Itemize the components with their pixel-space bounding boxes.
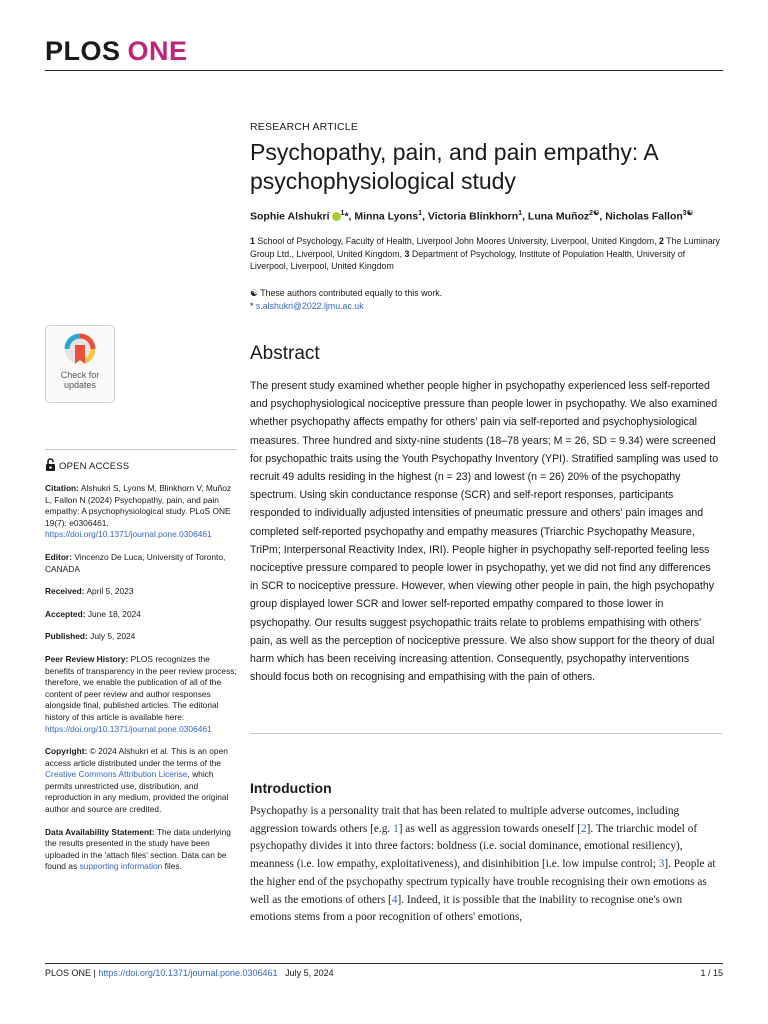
data-availability-text: The data underlying the results presented in the study have been uploaded in the 'attach files' section. Data can be found as (45, 826, 231, 872)
check-updates-line2: updates (63, 380, 97, 390)
copyright-text-end: , which permits unrestricted use, distribution, and reproduction in any medium, provided the original author and source are credited. (45, 769, 229, 815)
author-affiliation-sup: 3☯ (682, 210, 693, 217)
equal-contribution-text: These authors contributed equally to this work. (260, 288, 443, 298)
author-notes (250, 287, 720, 312)
sidebar-divider (45, 449, 237, 450)
crossmark-icon (64, 333, 96, 367)
footer-separator: | (93, 968, 96, 978)
introduction-text (250, 803, 723, 927)
author-affiliation-sup: 1 (340, 210, 345, 217)
open-lock-icon (45, 458, 56, 472)
intro-text-segment: ] as well as aggression towards oneself [ (398, 822, 581, 835)
affiliation-text: The Luminary Group Ltd., Liverpool, United Kingdom, (250, 236, 720, 259)
citation-text: Alshukri S, Lyons M, Blinkhorn V, Muñoz L, Fallon N (2024) Psychopathy, pain, and pain empathy: A psychophysiological study. PLoS ONE 19(7): e0306461. (45, 483, 232, 528)
citation-ref-link[interactable]: 1 (393, 822, 399, 835)
footer-citation (45, 968, 334, 978)
logo-plos-text: PLOS (45, 36, 121, 66)
copyright-text: © 2024 Alshukri et al. This is an open access article distributed under the terms of the (45, 746, 228, 768)
open-access-text: OPEN ACCESS (59, 461, 130, 472)
open-access-label (45, 458, 129, 472)
published-date: July 5, 2024 (90, 631, 136, 642)
introduction-heading: Introduction (250, 780, 332, 796)
corresponding-mark: * (344, 210, 349, 223)
accepted-label: Accepted: (45, 608, 86, 619)
author-name[interactable]: Sophie Alshukri (250, 210, 330, 223)
citation-doi-link[interactable]: https://doi.org/10.1371/journal.pone.0306461 (45, 529, 212, 540)
accepted-date: June 18, 2024 (87, 608, 141, 619)
check-for-updates-button[interactable] (45, 325, 115, 403)
footer-doi-link[interactable]: https://doi.org/10.1371/journal.pone.0306461 (98, 968, 278, 978)
abstract-heading: Abstract (250, 343, 320, 364)
journal-logo[interactable] (45, 36, 188, 67)
corresponding-author-note (250, 300, 720, 313)
citation-ref-link[interactable]: 2 (581, 822, 587, 835)
logo-one-text: ONE (127, 36, 188, 66)
author-affiliation-sup: 1 (418, 210, 423, 217)
citation-ref-link[interactable]: 3 (658, 858, 665, 871)
peer-review-text: PLOS recognizes the benefits of transparency in the peer review process; therefore, we enable the publication of all of the content of peer review and author responses alongside final, published articles. The editorial history of this article is available here: (45, 653, 237, 722)
copyright-block (45, 746, 237, 816)
intro-text-segment: ]. Indeed, it is possible that the inability to recognise one's own emotions stems from a poor recognition of others' emotions, (250, 893, 683, 924)
data-availability-text-end: files. (164, 861, 182, 872)
received-block (45, 586, 237, 598)
affiliation-number: 1 (250, 236, 255, 246)
author-affiliation-sup: 2☯ (589, 210, 600, 217)
author-affiliation-sup: 1 (518, 210, 523, 217)
accepted-block (45, 609, 237, 621)
affiliation-text: Department of Psychology, Institute of Population Health, University of Liverpool, Liverpool, United Kingdom (250, 248, 686, 271)
published-label: Published: (45, 631, 88, 642)
citation-block (45, 483, 237, 541)
asterisk-icon: * (250, 300, 254, 311)
affiliations (250, 235, 720, 273)
page-number: 1 / 15 (700, 968, 723, 978)
author-name[interactable]: Luna Muñoz (527, 210, 590, 223)
author-name[interactable]: Victoria Blinkhorn (427, 210, 519, 223)
citation-label: Citation: (45, 483, 79, 493)
supporting-information-link[interactable]: supporting information (79, 861, 163, 872)
corresponding-email-link[interactable]: s.alshukri@2022.ljmu.ac.uk (255, 300, 364, 311)
equal-contribution-note (250, 287, 720, 300)
article-title: Psychopathy, pain, and pain empathy: A psychophysiological study (250, 139, 658, 194)
data-availability-label: Data Availability Statement: (45, 826, 155, 837)
orcid-icon[interactable] (332, 212, 341, 221)
author-list: Sophie Alshukri $^1$*, Minna Lyons$^1$, Victoria Blinkhorn$^1$, Luna Muñoz$^{2☯}$, Nicholas Fallon$^{3☯}$ (250, 210, 693, 223)
license-link[interactable]: Creative Commons Attribution License (45, 769, 188, 780)
article-type: RESEARCH ARTICLE (250, 121, 359, 133)
affiliation-number: 3 (404, 248, 410, 259)
author-name[interactable]: Nicholas Fallon (605, 210, 683, 223)
yin-yang-icon: ☯ (250, 288, 258, 298)
check-updates-line1: Check for (60, 370, 100, 380)
footer-journal: PLOS ONE (45, 968, 92, 978)
intro-text-segment: ]. The triarchic model of psychopathy divides it into three factors: boldness (i.e. social dominance, emotional resiliency), meanness (i.e. low empathy, exploitativeness), and disinhibition [i.e. low impulse control; (250, 822, 698, 871)
peer-review-link[interactable]: https://doi.org/10.1371/journal.pone.0306461 (45, 723, 212, 734)
header-divider (45, 70, 723, 71)
abstract-text: The present study examined whether people higher in psychopathy experienced less self-reported and psychophysiological nociceptive pressure than people lower in psychopathy. We also examined whether psychopathy affects empathy for others' pain via self-reported and psychophysiological measures. Three hundred and sixty-nine students (18–78 years; M = 26, SD = 9.34) were screened for psychopathic traits using the Youth Psychopathy Inventory (YPI). Stratified sampling was used to recruit 49 adults residing in the highest (n = 23) and lowest (n = 26) 20% of the psychopathy spectrum. Using skin conductance response (SCR) and self-report responses, participants responded to individually adjusted intensities of pneumatic pressure and others' pain images and completed self-reported psychopathy and empathy measures (Triarchic Psychopathy Measure, TriPm; Interpersonal Reactivity Index, IRI). People higher in psychopathy self-reported feeling less nociceptive pressure compared to people lower in psychopathy, yet we did not find any differences in SCR to nociceptive pressure. However, when viewing other people in pain, the high psychopathy group displayed lower SCR and lower self-reported empathy compared to those lower in psychopathy. Our results suggest psychopathic traits relate to problems empathising with others' pain, as well as the perception of nociceptive pressure. We also show support for the theory of dual harm which has been receiving increasing attention. Consequently, psychopathy interventions should focus both on recognising and empathising with the pain of others. (250, 380, 719, 684)
footer-divider (45, 963, 723, 964)
author-name[interactable]: Minna Lyons (354, 210, 419, 223)
editor-text: Vincenzo De Luca, University of Toronto, CANADA (45, 551, 226, 574)
editor-block (45, 552, 237, 575)
intro-text-segment: Psychopathy is a personality trait that has been related to multiple adverse outcomes, including aggression towards others [e.g. (250, 805, 680, 835)
peer-review-block (45, 654, 237, 735)
citation-ref-link[interactable]: 4 (391, 893, 398, 906)
article-info-sidebar (45, 483, 237, 884)
intro-text-segment: ]. People at the higher end of the psychopathy spectrum typically have trouble recognising their own emotions as well as the emotions of others [ (250, 858, 716, 906)
editor-label: Editor: (45, 551, 72, 562)
received-date: April 5, 2023 (86, 586, 134, 597)
peer-review-label: Peer Review History: (45, 653, 129, 664)
abstract-divider (250, 733, 722, 734)
received-label: Received: (45, 586, 85, 597)
published-block (45, 631, 237, 643)
affiliation-number: 2 (658, 236, 664, 246)
footer-date: July 5, 2024 (285, 968, 334, 978)
copyright-label: Copyright: (45, 746, 88, 757)
data-availability-block (45, 827, 237, 873)
check-updates-label (46, 370, 114, 390)
affiliation-text: School of Psychology, Faculty of Health, Liverpool John Moores University, Liverpool, United Kingdom, (257, 236, 657, 246)
